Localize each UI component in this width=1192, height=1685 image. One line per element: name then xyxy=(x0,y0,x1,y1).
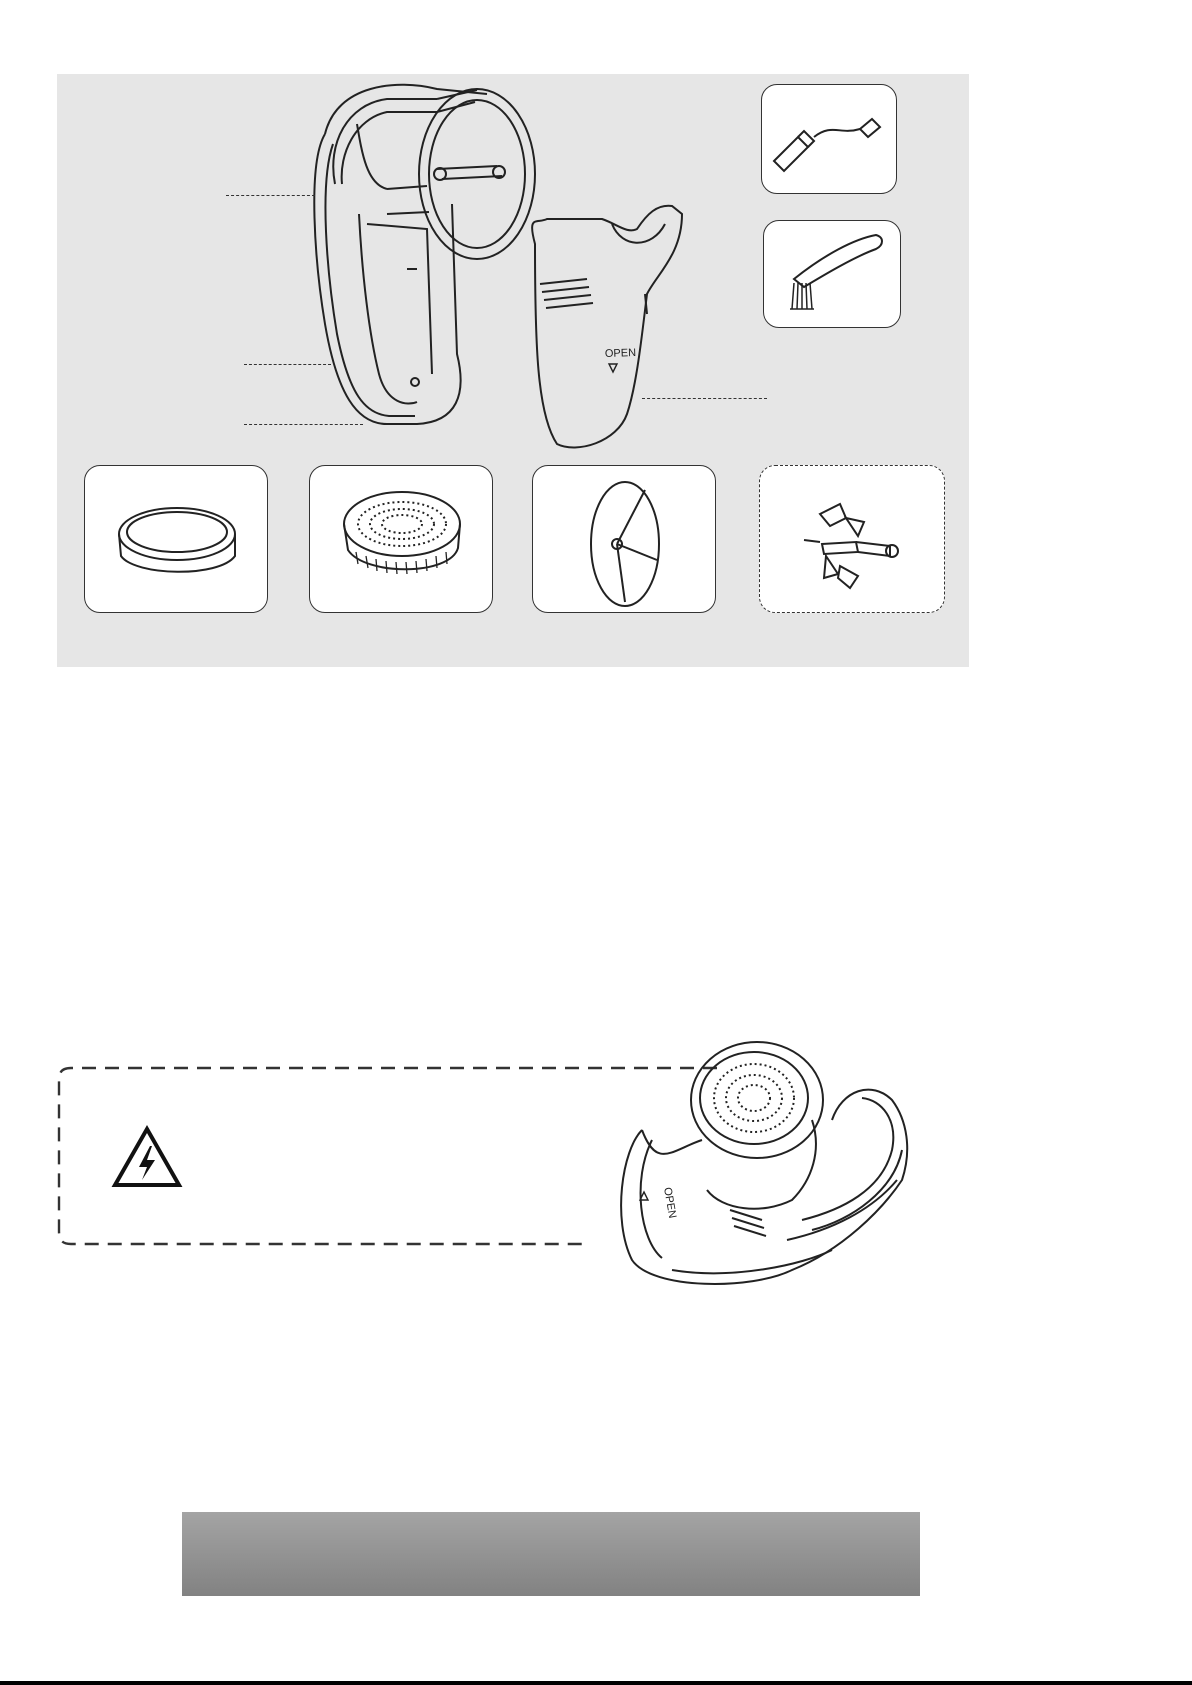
open-label-assembled: OPEN xyxy=(661,1186,679,1220)
protective-cap-card xyxy=(84,465,268,613)
open-label: OPEN xyxy=(604,346,637,360)
shaving-mesh-icon xyxy=(310,466,494,614)
leader-line-4 xyxy=(642,398,767,399)
leader-line-3 xyxy=(244,424,363,425)
blade-card xyxy=(532,465,716,613)
gray-banner xyxy=(182,1512,920,1596)
page-bottom-rule xyxy=(0,1681,1192,1685)
blade-icon xyxy=(533,466,717,614)
motor-blade-assembly-icon xyxy=(760,466,946,614)
cleaning-brush-icon xyxy=(764,221,902,329)
parts-diagram-panel xyxy=(57,74,969,667)
usb-cable-icon xyxy=(762,85,898,195)
protective-cap-icon xyxy=(85,466,269,614)
shaving-mesh-card xyxy=(309,465,493,613)
lint-shaver-assembled-illustration xyxy=(612,1040,932,1290)
usb-cable-card xyxy=(761,84,897,194)
leader-line-1 xyxy=(226,195,315,196)
motor-blade-assembly-card xyxy=(759,465,945,613)
high-voltage-warning-icon xyxy=(112,1126,182,1190)
leader-line-2 xyxy=(244,364,331,365)
cleaning-brush-card xyxy=(763,220,901,328)
